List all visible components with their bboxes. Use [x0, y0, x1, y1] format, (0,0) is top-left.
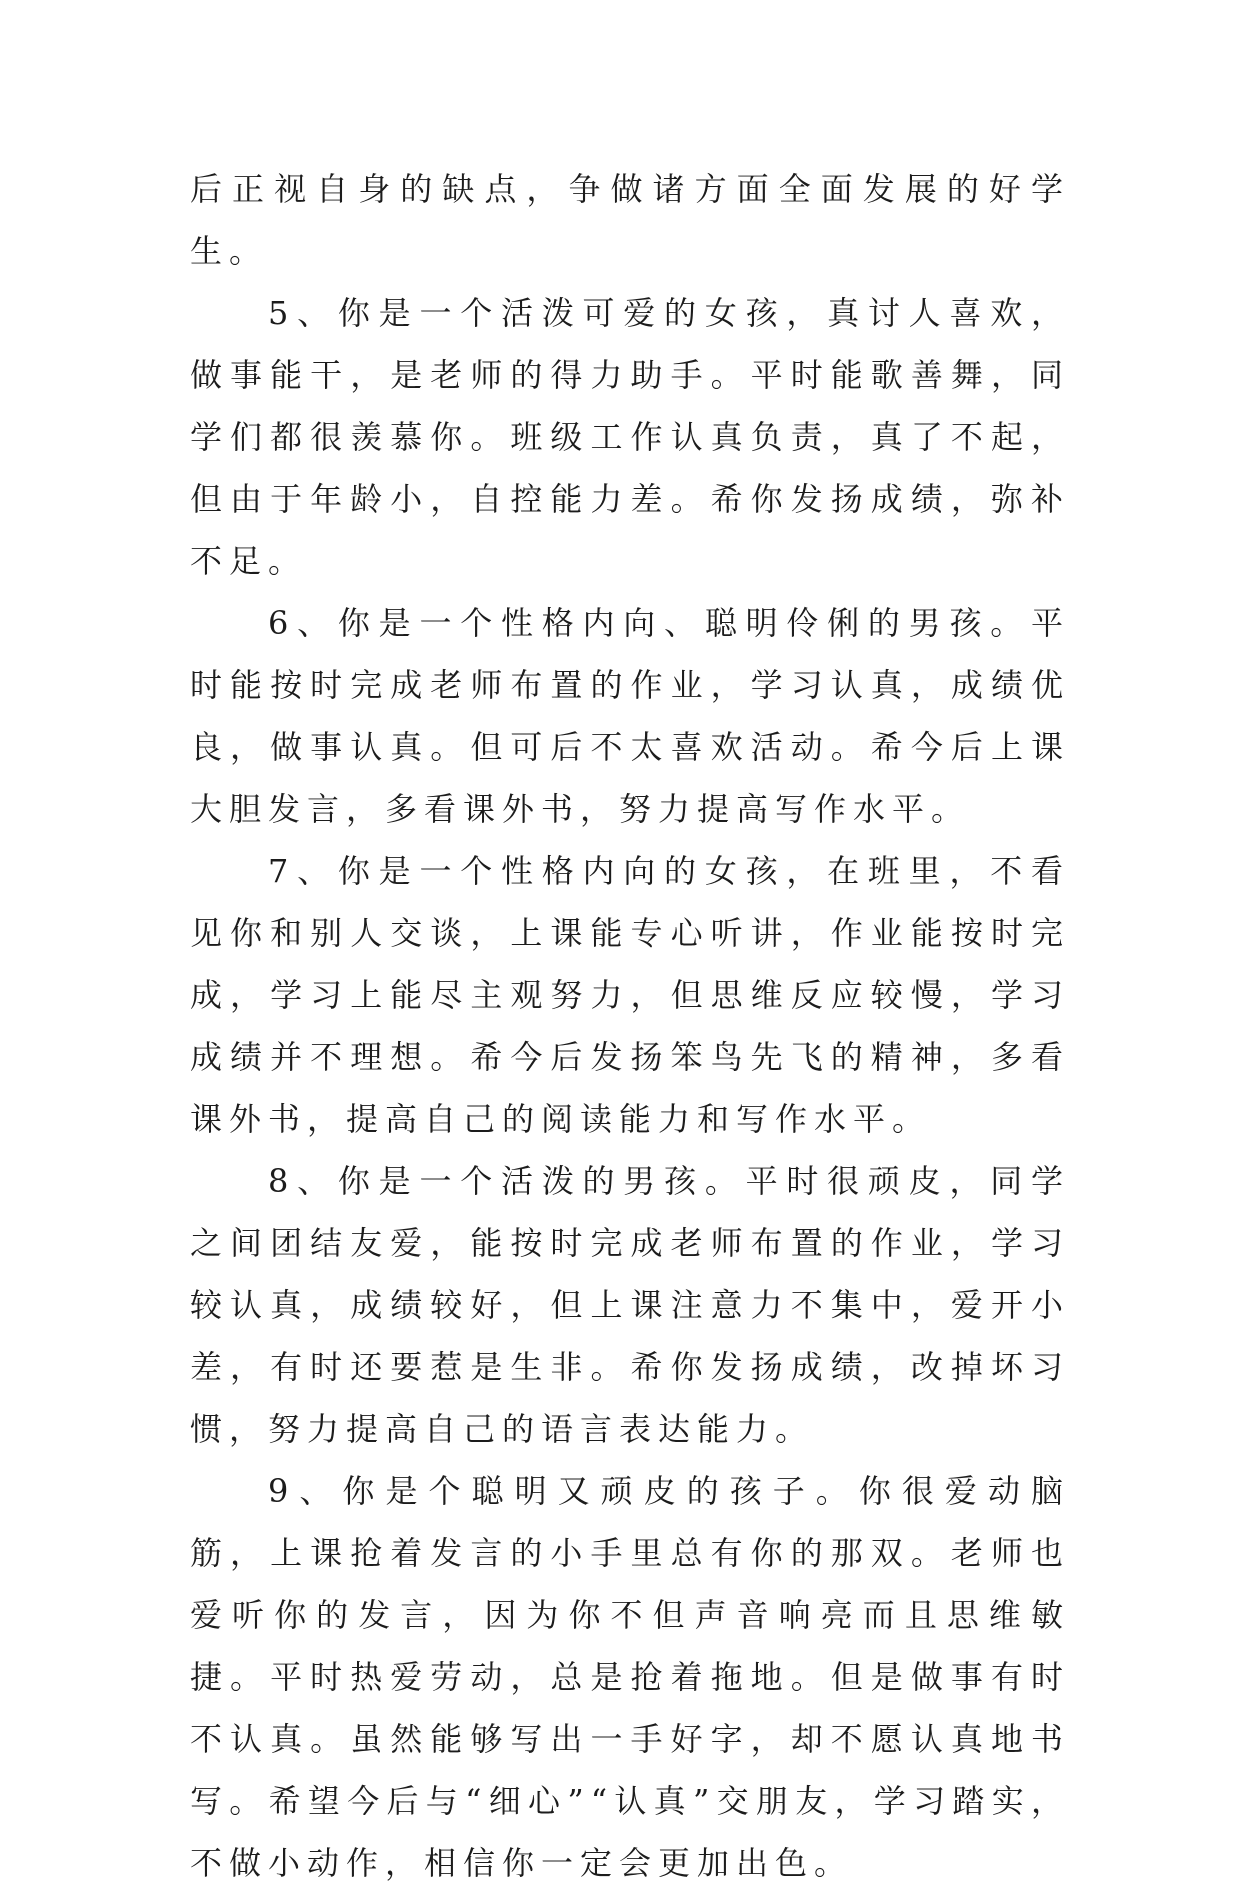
paragraph-comment-5: 5、你是一个活泼可爱的女孩，真讨人喜欢，做事能干，是老师的得力助手。平时能歌善舞，同学们都很羡慕你。班级工作认真负责，真了不起，但由于年龄小，自控能力差。希你发扬成绩，弥补不足。 [190, 294, 1070, 580]
paragraph-comment-9: 9、你是个聪明又顽皮的孩子。你很爱动脑筋，上课抢着发言的小手里总有你的那双。老师也爱听你的发言，因为你不但声音响亮而且思维敏捷。平时热爱劳动，总是抢着拖地。但是做事有时不认真。虽然能够写出一手好字，却不愿认真地书写。希望今后与“细心”“认真”交朋友，学习踏实，不做小动作，相信你一定会更加出色。 [190, 1472, 1070, 1882]
paragraph-continuation: 后正视自身的缺点，争做诸方面全面发展的好学生。 [190, 170, 1070, 270]
paragraph-comment-8: 8、你是一个活泼的男孩。平时很顽皮，同学之间团结友爱，能按时完成老师布置的作业，学习较认真，成绩较好，但上课注意力不集中，爱开小差，有时还要惹是生非。希你发扬成绩，改掉坏习惯，努力提高自己的语言表达能力。 [190, 1162, 1070, 1448]
paragraph-comment-6: 6、你是一个性格内向、聪明伶俐的男孩。平时能按时完成老师布置的作业，学习认真，成绩优良，做事认真。但可后不太喜欢活动。希今后上课大胆发言，多看课外书，努力提高写作水平。 [190, 604, 1070, 828]
document-body [190, 158, 1070, 1894]
paragraph-comment-7: 7、你是一个性格内向的女孩，在班里，不看见你和别人交谈，上课能专心听讲，作业能按时完成，学习上能尽主观努力，但思维反应较慢，学习成绩并不理想。希今后发扬笨鸟先飞的精神，多看课外书，提高自己的阅读能力和写作水平。 [190, 852, 1070, 1138]
